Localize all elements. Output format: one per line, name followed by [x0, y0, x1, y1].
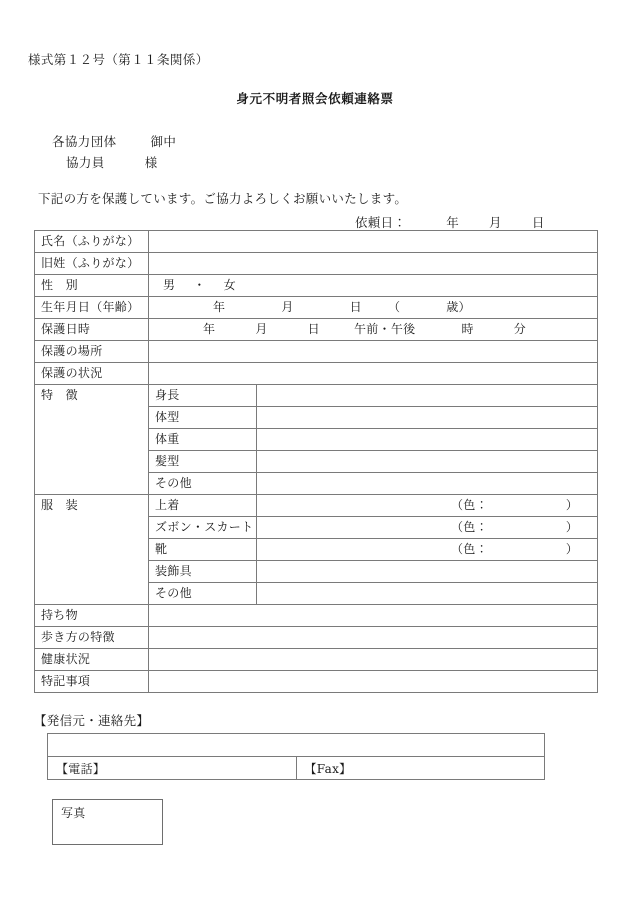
row-value-sex[interactable] [149, 275, 598, 297]
protect-year: 年 [203, 321, 216, 336]
request-date-year: 年 [446, 215, 460, 230]
sub-label-feature-body-type: 体型 [149, 407, 257, 429]
row-label-maiden-name: 旧姓（ふりがな） [35, 253, 149, 275]
row-value-birthdate[interactable] [149, 297, 598, 319]
color-close-label-pants-skirt: ） [565, 519, 579, 534]
row-label-clothing: 服 装 [35, 495, 149, 605]
table-row-protect-place [35, 341, 598, 363]
color-close-label-outerwear: ） [565, 497, 579, 512]
addressee-member-honorific: 様 [144, 155, 158, 170]
table-row-birthdate [35, 297, 598, 319]
request-date-month: 月 [489, 215, 502, 230]
row-value-protect-place[interactable] [149, 341, 598, 363]
row-label-notes: 特記事項 [35, 671, 149, 693]
color-close-label-shoes: ） [565, 541, 579, 556]
color-open-label-shoes: （色： [451, 541, 488, 556]
table-row-notes [35, 671, 598, 693]
row-label-sex: 性 別 [35, 275, 149, 297]
table-row-name [35, 231, 598, 253]
row-label-protect-datetime: 保護日時 [35, 319, 149, 341]
sub-label-clothing-pants-skirt: ズボン・スカート [149, 517, 257, 539]
subject-details-table [34, 230, 598, 693]
protect-minute: 分 [513, 321, 527, 336]
row-value-feature-hairstyle[interactable] [257, 451, 598, 473]
contact-tel-field[interactable]: 【電話】 [48, 757, 297, 780]
protect-month: 月 [255, 321, 268, 336]
birthdate-year: 年 [213, 299, 226, 314]
table-row-health [35, 649, 598, 671]
intro-text: 下記の方を保護しています。ご協力よろしくお願いいたします。 [38, 191, 408, 206]
row-label-name: 氏名（ふりがな） [35, 231, 149, 253]
color-open-label-outerwear: （色： [451, 497, 488, 512]
row-value-feature-height[interactable] [257, 385, 598, 407]
color-field-outerwear[interactable] [451, 499, 578, 512]
birthdate-day: 日 [349, 299, 362, 314]
color-field-shoes[interactable] [451, 543, 578, 556]
sub-label-clothing-outerwear: 上着 [149, 495, 257, 517]
table-row-clothing-outerwear [35, 495, 598, 517]
row-value-maiden-name[interactable] [149, 253, 598, 275]
table-row-protect-datetime [35, 319, 598, 341]
table-row-walking [35, 627, 598, 649]
sub-label-clothing-shoes: 靴 [149, 539, 257, 561]
birthdate-month: 月 [281, 299, 294, 314]
table-row-protect-situation [35, 363, 598, 385]
addressee-member [66, 153, 158, 171]
row-value-name[interactable] [149, 231, 598, 253]
addressee-organization-label: 各協力団体 [52, 134, 117, 149]
row-label-birthdate: 生年月日（年齢） [35, 297, 149, 319]
request-date-label: 依頼日： [355, 215, 407, 230]
contact-fax-field[interactable]: 【Fax】 [296, 757, 545, 780]
sub-label-feature-height: 身長 [149, 385, 257, 407]
page-title: 身元不明者照会依頼連絡票 [236, 91, 394, 106]
table-row-sex [35, 275, 598, 297]
contact-row-tel-fax [48, 757, 545, 780]
request-date-line [355, 213, 545, 231]
protect-ampm-option[interactable]: 午前・午後 [353, 321, 416, 336]
sub-label-feature-hairstyle: 髪型 [149, 451, 257, 473]
row-label-belongings: 持ち物 [35, 605, 149, 627]
row-value-notes[interactable] [149, 671, 598, 693]
form-number: 様式第１２号（第１１条関係） [28, 52, 209, 67]
row-value-belongings[interactable] [149, 605, 598, 627]
sex-option-male[interactable]: 男 [163, 277, 176, 292]
row-value-feature-other[interactable] [257, 473, 598, 495]
row-value-protect-datetime[interactable] [149, 319, 598, 341]
row-value-protect-situation[interactable] [149, 363, 598, 385]
contact-table [47, 733, 545, 780]
birthdate-age-open-paren: （ [387, 299, 401, 314]
row-label-walking: 歩き方の特徴 [35, 627, 149, 649]
row-value-clothing-pants-skirt[interactable] [257, 517, 598, 539]
row-label-features: 特 徴 [35, 385, 149, 495]
row-label-protect-situation: 保護の状況 [35, 363, 149, 385]
table-row-belongings [35, 605, 598, 627]
row-value-clothing-shoes[interactable] [257, 539, 598, 561]
row-value-clothing-outerwear[interactable] [257, 495, 598, 517]
sub-label-feature-weight: 体重 [149, 429, 257, 451]
table-row-maiden-name [35, 253, 598, 275]
protect-hour: 時 [461, 321, 474, 336]
addressee-member-label: 協力員 [66, 155, 105, 170]
request-date-day: 日 [531, 215, 545, 230]
row-label-protect-place: 保護の場所 [35, 341, 149, 363]
row-value-health[interactable] [149, 649, 598, 671]
protect-day: 日 [307, 321, 320, 336]
photo-placeholder-box[interactable]: 写真 [52, 799, 163, 845]
sub-label-clothing-accessories: 装飾具 [149, 561, 257, 583]
row-value-feature-weight[interactable] [257, 429, 598, 451]
birthdate-age-unit: 歳） [446, 299, 471, 314]
sex-option-female[interactable]: 女 [223, 277, 236, 292]
row-value-clothing-accessories[interactable] [257, 561, 598, 583]
color-open-label-pants-skirt: （色： [451, 519, 488, 534]
contact-organization-field[interactable] [48, 734, 545, 757]
contact-row-organization [48, 734, 545, 757]
sex-separator: ・ [193, 277, 206, 292]
sub-label-clothing-other: その他 [149, 583, 257, 605]
row-value-feature-body-type[interactable] [257, 407, 598, 429]
row-value-walking[interactable] [149, 627, 598, 649]
color-field-pants-skirt[interactable] [451, 521, 578, 534]
row-label-health: 健康状況 [35, 649, 149, 671]
addressee-organization [52, 132, 176, 150]
sub-label-feature-other: その他 [149, 473, 257, 495]
row-value-clothing-other[interactable] [257, 583, 598, 605]
table-row-feature-height [35, 385, 598, 407]
addressee-organization-honorific: 御中 [150, 134, 177, 149]
contact-section-heading: 【発信元・連絡先】 [34, 713, 150, 728]
